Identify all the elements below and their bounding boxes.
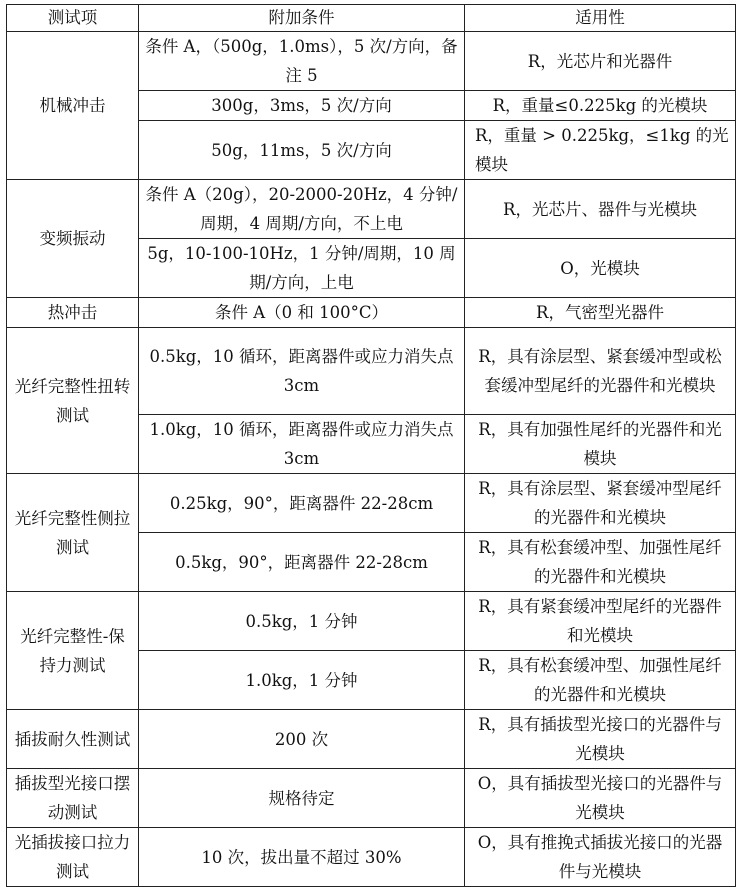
applicability-cell: R，具有涂层型、紧套缓冲型或松套缓冲型尾纤的光器件和光模块 <box>465 328 736 415</box>
test-item-cell: 变频振动 <box>7 180 139 298</box>
test-item-cell: 插拔型光接口摆动测试 <box>7 769 139 828</box>
condition-cell: 50g，11ms，5 次/方向 <box>139 121 465 180</box>
condition-cell: 0.5kg，1 分钟 <box>139 592 465 651</box>
applicability-cell: R，具有插拔型光接口的光器件与光模块 <box>465 710 736 769</box>
applicability-cell: R，具有加强性尾纤的光器件和光模块 <box>465 415 736 474</box>
condition-cell: 5g，10-100-10Hz，1 分钟/周期，10 周期/方向，上电 <box>139 239 465 298</box>
applicability-cell: R，光芯片、器件与光模块 <box>465 180 736 239</box>
applicability-cell: O，具有插拔型光接口的光器件与光模块 <box>465 769 736 828</box>
condition-cell: 条件 A，（500g，1.0ms），5 次/方向，备注 5 <box>139 32 465 91</box>
applicability-cell: R，气密型光器件 <box>465 298 736 328</box>
condition-cell: 0.25kg，90°，距离器件 22-28cm <box>139 474 465 533</box>
condition-cell: 规格待定 <box>139 769 465 828</box>
test-item-cell: 热冲击 <box>7 298 139 328</box>
test-conditions-table <box>6 4 736 887</box>
applicability-cell: R，具有紧套缓冲型尾纤的光器件和光模块 <box>465 592 736 651</box>
table-row <box>7 474 736 533</box>
condition-cell: 1.0kg，10 循环，距离器件或应力消失点 3cm <box>139 415 465 474</box>
table-row <box>7 710 736 769</box>
applicability-cell: O，具有推挽式插拔光接口的光器件与光模块 <box>465 828 736 887</box>
condition-cell: 条件 A（20g），20-2000-20Hz，4 分钟/周期，4 周期/方向，不上电 <box>139 180 465 239</box>
test-item-cell: 插拔耐久性测试 <box>7 710 139 769</box>
header-applicability: 适用性 <box>465 5 736 32</box>
applicability-cell: R，具有涂层型、紧套缓冲型尾纤的光器件和光模块 <box>465 474 736 533</box>
condition-cell: 0.5kg，10 循环，距离器件或应力消失点 3cm <box>139 328 465 415</box>
table-row <box>7 328 736 415</box>
test-item-cell: 光纤完整性-保持力测试 <box>7 592 139 710</box>
test-item-cell: 光插拔接口拉力测试 <box>7 828 139 887</box>
applicability-cell: R，重量 > 0.225kg，≤1kg 的光模块 <box>465 121 736 180</box>
table-row <box>7 298 736 328</box>
condition-cell: 条件 A（0 和 100°C） <box>139 298 465 328</box>
condition-cell: 10 次，拔出量不超过 30% <box>139 828 465 887</box>
header-test-item: 测试项 <box>7 5 139 32</box>
applicability-cell: O，光模块 <box>465 239 736 298</box>
condition-cell: 200 次 <box>139 710 465 769</box>
applicability-cell: R，具有松套缓冲型、加强性尾纤的光器件和光模块 <box>465 533 736 592</box>
table-row <box>7 180 736 239</box>
table-row <box>7 828 736 887</box>
table-row <box>7 769 736 828</box>
table-row <box>7 32 736 91</box>
applicability-cell: R，重量≤0.225kg 的光模块 <box>465 91 736 121</box>
condition-cell: 300g，3ms，5 次/方向 <box>139 91 465 121</box>
test-item-cell: 光纤完整性扭转测试 <box>7 328 139 474</box>
test-item-cell: 光纤完整性侧拉测试 <box>7 474 139 592</box>
header-condition: 附加条件 <box>139 5 465 32</box>
condition-cell: 1.0kg，1 分钟 <box>139 651 465 710</box>
applicability-cell: R，具有松套缓冲型、加强性尾纤的光器件和光模块 <box>465 651 736 710</box>
test-item-cell: 机械冲击 <box>7 32 139 180</box>
applicability-cell: R，光芯片和光器件 <box>465 32 736 91</box>
condition-cell: 0.5kg，90°，距离器件 22-28cm <box>139 533 465 592</box>
table-row <box>7 592 736 651</box>
table-header-row <box>7 5 736 32</box>
